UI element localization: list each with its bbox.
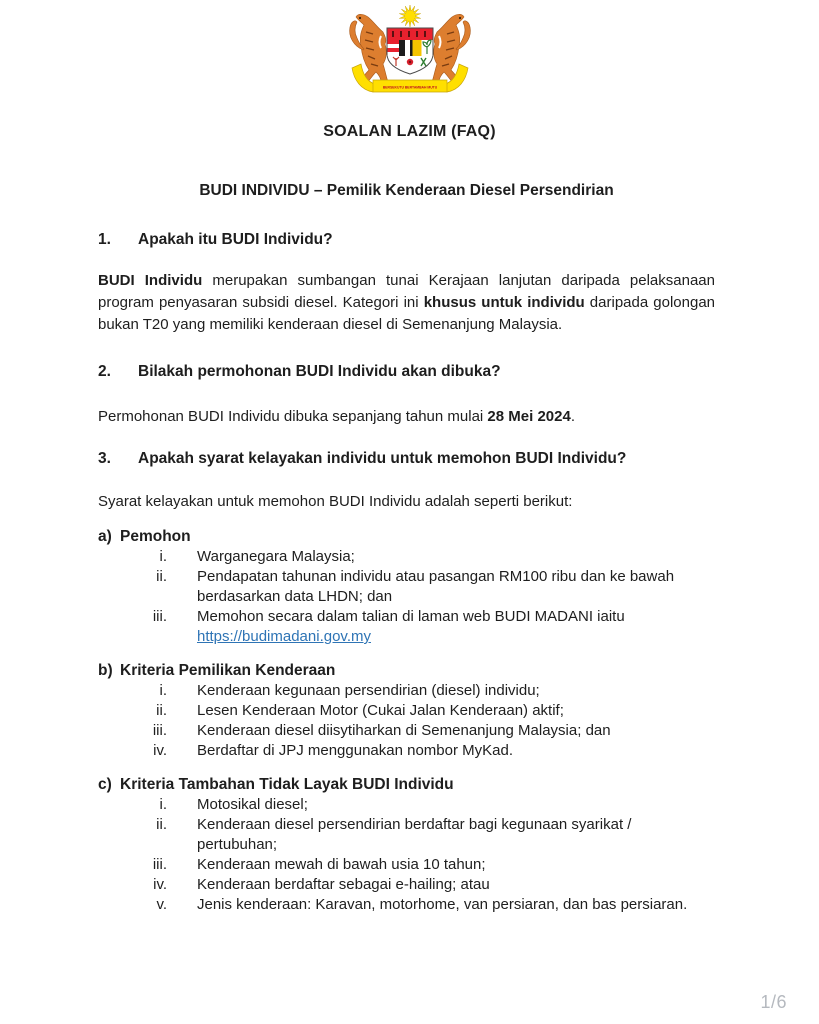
- answer-paragraph-3: [98, 491, 715, 513]
- list-item-text: [197, 681, 715, 701]
- text-run: Jenis kenderaan: Karavan, motorhome, van persiaran, dan bas persiaran.: [197, 896, 688, 913]
- bold-text: 28 Mei 2024: [487, 408, 571, 425]
- question-heading-3: [98, 450, 715, 468]
- list-item: [98, 875, 715, 895]
- list-item: [98, 795, 715, 815]
- list-item-text: [197, 815, 715, 855]
- list-item: [98, 607, 715, 647]
- text-run: Motosikal diesel;: [197, 796, 308, 813]
- list-item-text: [197, 701, 715, 721]
- section-item-list: [98, 547, 715, 647]
- section-title: Kriteria Tambahan Tidak Layak BUDI Individu: [120, 776, 454, 793]
- list-item-text: [197, 855, 715, 875]
- section-label: a): [98, 528, 112, 545]
- list-item-text: [197, 875, 715, 895]
- question-heading-2: [98, 363, 715, 381]
- criteria-section: [98, 775, 715, 915]
- list-item-numeral: iii.: [152, 856, 167, 873]
- list-item-text: [197, 567, 715, 607]
- section-item-list: [98, 681, 715, 761]
- list-item-text: [197, 895, 715, 915]
- list-item-numeral: iii.: [152, 722, 167, 739]
- list-item-numeral: ii.: [156, 702, 167, 719]
- text-run: Berdaftar di JPJ menggunakan nombor MyKad.: [197, 742, 514, 759]
- list-item-numeral: iv.: [153, 876, 167, 893]
- text-run: Kenderaan mewah di bawah usia 10 tahun;: [197, 856, 486, 873]
- bold-text: BUDI Individu: [98, 272, 203, 289]
- section-item-list: [98, 795, 715, 915]
- question-title: Bilakah permohonan BUDI Individu akan dibuka?: [138, 363, 501, 380]
- text-run: Pendapatan tahunan individu atau pasangan RM100 ribu dan ke bawah berdasarkan data LHDN; dan: [197, 568, 675, 605]
- list-item-numeral: ii.: [156, 568, 167, 585]
- criteria-section: [98, 527, 715, 647]
- question-title: Apakah itu BUDI Individu?: [138, 231, 333, 248]
- malaysia-coat-of-arms-icon: [335, 2, 485, 98]
- question-heading-1: [98, 231, 715, 249]
- list-item: [98, 567, 715, 607]
- list-item: [98, 701, 715, 721]
- text-run: Kenderaan diesel diisytiharkan di Semenanjung Malaysia; dan: [197, 722, 611, 739]
- list-item-numeral: i.: [159, 796, 167, 813]
- text-run: merupakan sumbangan tunai Kerajaan lanjutan daripada pelaksanaan program penyasaran subsidi diesel. Kategori ini: [98, 272, 715, 311]
- document-body: [0, 182, 819, 915]
- criteria-section: [98, 661, 715, 761]
- text-run: .: [570, 408, 575, 425]
- text-run: Syarat kelayakan untuk memohon BUDI Individu adalah seperti berikut:: [98, 493, 573, 510]
- motto-text: BERSEKUTU BERTAMBAH MUTU: [382, 85, 437, 90]
- text-run: daripada golongan bukan T20 yang memiliki kenderaan diesel di Semenanjung Malaysia.: [98, 294, 716, 333]
- question-number: 1.: [98, 231, 111, 248]
- section-label: b): [98, 662, 113, 679]
- list-item: [98, 855, 715, 875]
- text-run: Kenderaan diesel persendirian berdaftar bagi kegunaan syarikat / pertubuhan;: [197, 816, 632, 853]
- list-item-text: [197, 741, 715, 761]
- list-item-text: [197, 547, 715, 567]
- list-item-numeral: i.: [159, 682, 167, 699]
- section-heading: [98, 661, 715, 681]
- faq-heading: SOALAN LAZIM (FAQ): [323, 123, 496, 140]
- question-number: 2.: [98, 363, 111, 380]
- text-run: Kenderaan berdaftar sebagai e-hailing; atau: [197, 876, 490, 893]
- question-title: Apakah syarat kelayakan individu untuk memohon BUDI Individu?: [138, 450, 627, 467]
- list-item: [98, 721, 715, 741]
- section-title: Pemohon: [120, 528, 191, 545]
- list-item-numeral: v.: [156, 896, 167, 913]
- text-run: Kenderaan kegunaan persendirian (diesel) individu;: [197, 682, 540, 699]
- document-header: [0, 0, 819, 98]
- list-item-text: [197, 795, 715, 815]
- text-run: Permohonan BUDI Individu dibuka sepanjang tahun mulai: [98, 408, 488, 425]
- section-label: c): [98, 776, 112, 793]
- list-item: [98, 741, 715, 761]
- question-number: 3.: [98, 450, 111, 467]
- shield-icon: [387, 28, 433, 74]
- list-item: [98, 681, 715, 701]
- list-item-numeral: iii.: [152, 608, 167, 625]
- budimadani-website-link[interactable]: https://budimadani.gov.my: [197, 628, 371, 645]
- list-item: [98, 547, 715, 567]
- list-item-numeral: iv.: [153, 742, 167, 759]
- list-item-numeral: i.: [159, 548, 167, 565]
- text-run: Warganegara Malaysia;: [197, 548, 355, 565]
- list-item-text: [197, 607, 715, 647]
- answer-paragraph-2: [98, 406, 715, 428]
- bold-text: khusus untuk individu: [423, 294, 585, 311]
- section-heading: [98, 775, 715, 795]
- answer-paragraph-1: [98, 270, 715, 336]
- document-title: BUDI INDIVIDU – Pemilik Kenderaan Diesel Persendirian: [199, 182, 614, 199]
- list-item: [98, 895, 715, 915]
- section-heading: [98, 527, 715, 547]
- list-item-text: [197, 721, 715, 741]
- list-item-numeral: ii.: [156, 816, 167, 833]
- page-number-indicator: 1/6: [760, 992, 787, 1012]
- section-title: Kriteria Pemilikan Kenderaan: [120, 662, 336, 679]
- text-run: Lesen Kenderaan Motor (Cukai Jalan Kenderaan) aktif;: [197, 702, 564, 719]
- list-item: [98, 815, 715, 855]
- text-run: Memohon secara dalam talian di laman web BUDI MADANI iaitu: [197, 608, 625, 625]
- criteria-sections: [98, 527, 715, 915]
